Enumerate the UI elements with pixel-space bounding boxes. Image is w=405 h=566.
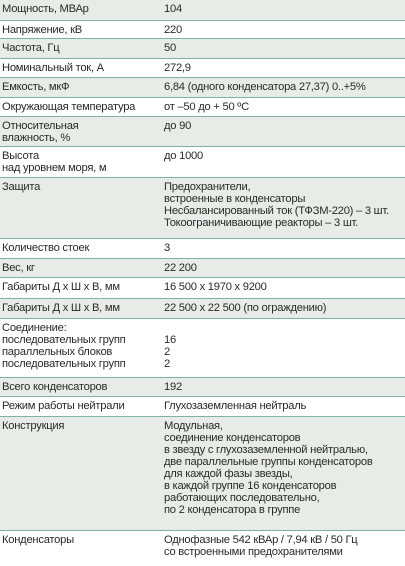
param-value: Глухозаземленная нейтраль (164, 400, 307, 412)
param-value: 50 (164, 42, 176, 54)
param-label: Вес, кг (2, 262, 35, 274)
param-label: Режим работы нейтрали (2, 400, 125, 412)
param-label: Напряжение, кВ (2, 24, 82, 36)
spec-row-frequency (0, 39, 405, 59)
param-label: Количество стоек (2, 242, 90, 254)
param-value: Предохранители, встроенные в конденсаторы Несбалансированный ток (ТФЗМ-220) – 3 шт. Токоограничивающие реакторы – 3 шт. (164, 181, 389, 229)
param-label: Номинальный ток, А (2, 62, 104, 74)
param-label: Окружающая температура (2, 101, 136, 113)
spec-row-power (0, 0, 405, 21)
param-label: Высота над уровнем моря, м (2, 150, 107, 174)
param-value: Модульная, соединение конденсаторов в звезду с глухозаземленной нейтралью, две параллельные группы конденсаторов для каждой фазы звезды, в каждой группе 16 конденсаторов работающих последовательно, по 2 конденсатора в группе (164, 420, 373, 516)
param-label: Соединение: последовательных групп параллельных блоков последовательных групп (2, 322, 126, 370)
param-value: 104 (164, 3, 182, 15)
spec-row-humidity (0, 117, 405, 147)
param-value: 220 (164, 24, 182, 36)
spec-row-dimensions (0, 278, 405, 299)
spec-row-construction (0, 417, 405, 531)
param-value: 22 200 (164, 262, 197, 274)
param-label: Габариты Д х Ш х В, мм (2, 302, 120, 314)
param-label: Конструкция (2, 420, 65, 432)
param-label: Габариты Д х Ш х В, мм (2, 281, 120, 293)
param-label: Всего конденсаторов (2, 381, 108, 393)
param-value: до 1000 (164, 150, 203, 162)
spec-row-ambient-temperature (0, 98, 405, 117)
param-label: Защита (2, 181, 41, 193)
spec-row-rated-current (0, 59, 405, 78)
param-value: 6,84 (одного конденсатора 27,37) 0..+5% (164, 81, 366, 93)
spec-row-dimensions-fence (0, 299, 405, 319)
param-label: Относительная влажность, % (2, 120, 79, 144)
param-value: 192 (164, 381, 182, 393)
param-label: Емкость, мкФ (2, 81, 70, 93)
param-value: 22 500 х 22 500 (по ограждению) (164, 302, 327, 314)
spec-row-total-capacitors (0, 378, 405, 397)
param-value: 272,9 (164, 62, 191, 74)
spec-row-connection (0, 319, 405, 378)
spec-row-voltage (0, 21, 405, 39)
spec-row-neutral-mode (0, 397, 405, 417)
param-value: 16 500 х 1970 х 9200 (164, 281, 267, 293)
param-value: от –50 до + 50 ºС (164, 101, 249, 113)
param-label: Конденсаторы (2, 534, 74, 546)
param-label: Мощность, МВАр (2, 3, 89, 15)
spec-row-weight (0, 259, 405, 278)
param-label: Частота, Гц (2, 42, 60, 54)
spec-row-rack-count (0, 239, 405, 259)
spec-row-capacitance (0, 78, 405, 98)
param-value: 3 (164, 242, 170, 254)
param-value: Однофазные 542 кВАр / 7,94 кВ / 50 Гц со встроенными предохранителями (164, 534, 358, 558)
spec-row-capacitors (0, 531, 405, 561)
param-value: 16 2 2 (164, 334, 176, 370)
spec-row-protection (0, 178, 405, 239)
spec-row-altitude (0, 147, 405, 178)
param-value: до 90 (164, 120, 192, 132)
